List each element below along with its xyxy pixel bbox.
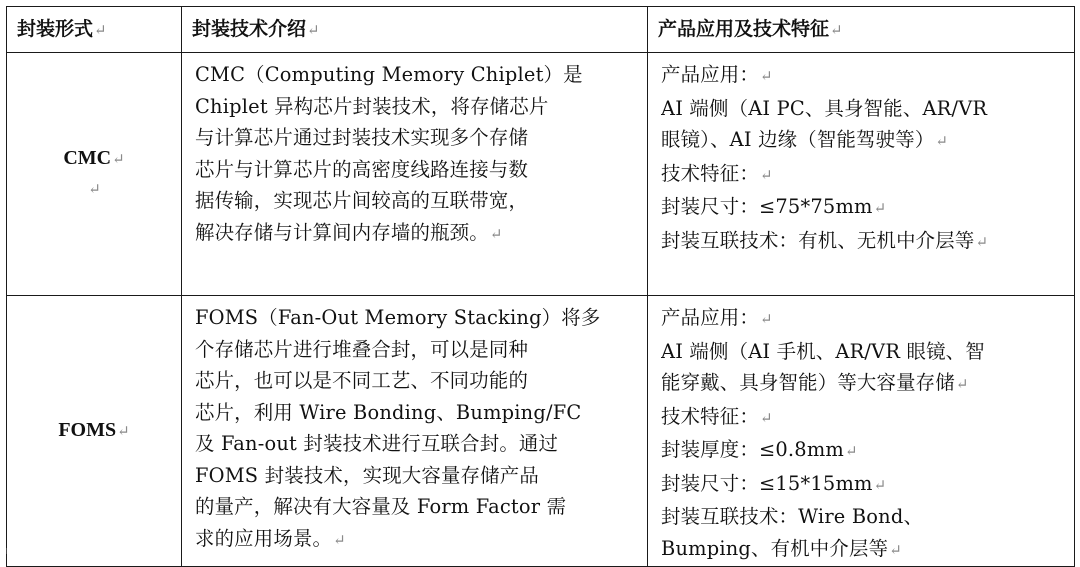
paragraph-mark-icon: ↵ — [873, 199, 887, 217]
intro-line: 的量产，解决有大容量及 Form Factor 需 — [195, 495, 567, 518]
header-row — [7, 7, 1075, 53]
header-intro: 封装技术介绍↵ — [182, 7, 648, 53]
feature-line: 产品应用：↵ — [661, 306, 773, 329]
format-cell — [7, 296, 182, 567]
feature-line: 封装互联技术：Wire Bond、 — [661, 505, 924, 528]
feature-line: Bumping、有机中介层等↵ — [661, 536, 902, 560]
feature-line: 技术特征：↵ — [661, 161, 773, 185]
paragraph-mark-icon: ↵ — [975, 232, 989, 251]
feature-line: 封装尺寸：≤15*15mm↵ — [661, 471, 887, 495]
header-format: 封装形式↵ — [7, 7, 182, 53]
intro-line: 芯片与计算芯片的高密度线路连接与数 — [195, 157, 529, 181]
intro-line: 及 Fan-out 封装技术进行互联合封。通过 — [195, 432, 559, 455]
paragraph-mark-icon: ↵ — [759, 408, 773, 427]
table-row — [7, 296, 1075, 567]
paragraph-mark-icon: ↵ — [873, 475, 887, 494]
features-cell — [648, 296, 1075, 567]
intro-line: 据传输，实现芯片间较高的互联带宽， — [195, 189, 529, 212]
packaging-table — [6, 6, 1075, 567]
paragraph-mark-icon: ↵ — [845, 442, 858, 460]
intro-cell — [182, 296, 648, 567]
paragraph-mark-icon: ↵ — [935, 132, 949, 150]
intro-line: Chiplet 异构芯片封装技术，将存储芯片 — [195, 94, 549, 118]
feature-line: AI 端侧（AI 手机、AR/VR 眼镜、智 — [661, 339, 985, 363]
intro-line: FOMS（Fan-Out Memory Stacking）将多 — [195, 306, 601, 329]
intro-line: 求的应用场景。↵ — [195, 526, 346, 550]
paragraph-mark-icon: ↵ — [112, 152, 125, 168]
paragraph-mark-icon: ↵ — [307, 21, 320, 39]
paragraph-mark-icon: ↵ — [759, 67, 773, 85]
features-cell — [648, 53, 1075, 296]
intro-line: FOMS 封装技术，实现大容量存储产品 — [195, 463, 539, 487]
intro-line: 个存储芯片进行堆叠合封，可以是同种 — [195, 337, 529, 361]
paragraph-mark-icon: ↵ — [333, 530, 346, 549]
table-row — [7, 53, 1075, 296]
format-name: FOMS — [58, 419, 117, 441]
paragraph-mark-icon: ↵ — [489, 224, 503, 243]
format-name: CMC — [63, 147, 112, 169]
feature-line: 产品应用：↵ — [661, 63, 773, 86]
feature-line: 能穿戴、具身智能）等大容量存储↵ — [661, 371, 969, 394]
intro-line: 解决存储与计算间内存墙的瓶颈。↵ — [195, 220, 503, 244]
feature-line: 封装互联技术：有机、无机中介层等↵ — [661, 228, 989, 252]
text-cursor-mark — [6, 548, 13, 554]
feature-line: 封装厚度：≤0.8mm↵ — [661, 438, 858, 461]
intro-cell — [182, 53, 648, 296]
paragraph-mark-icon: ↵ — [88, 182, 101, 198]
feature-line: 技术特征：↵ — [661, 404, 773, 428]
feature-line: 眼镜）、AI 边缘（智能驾驶等）↵ — [661, 128, 949, 151]
paragraph-mark-icon: ↵ — [889, 540, 902, 559]
intro-line: 与计算芯片通过封装技术实现多个存储 — [195, 126, 529, 149]
format-cell — [7, 53, 182, 296]
intro-line: CMC（Computing Memory Chiplet）是 — [195, 63, 583, 86]
paragraph-mark-icon: ↵ — [94, 21, 107, 39]
feature-line: 封装尺寸：≤75*75mm↵ — [661, 195, 887, 218]
header-features: 产品应用及技术特征↵ — [648, 7, 1075, 53]
intro-line: 芯片，利用 Wire Bonding、Bumping/FC — [195, 400, 582, 424]
paragraph-mark-icon: ↵ — [955, 375, 969, 393]
feature-line: AI 端侧（AI PC、具身智能、AR/VR — [661, 96, 988, 120]
intro-line: 芯片，也可以是不同工艺、不同功能的 — [195, 369, 529, 392]
paragraph-mark-icon: ↵ — [830, 21, 843, 39]
paragraph-mark-icon: ↵ — [117, 424, 130, 440]
paragraph-mark-icon: ↵ — [759, 165, 773, 184]
paragraph-mark-icon: ↵ — [759, 310, 773, 328]
